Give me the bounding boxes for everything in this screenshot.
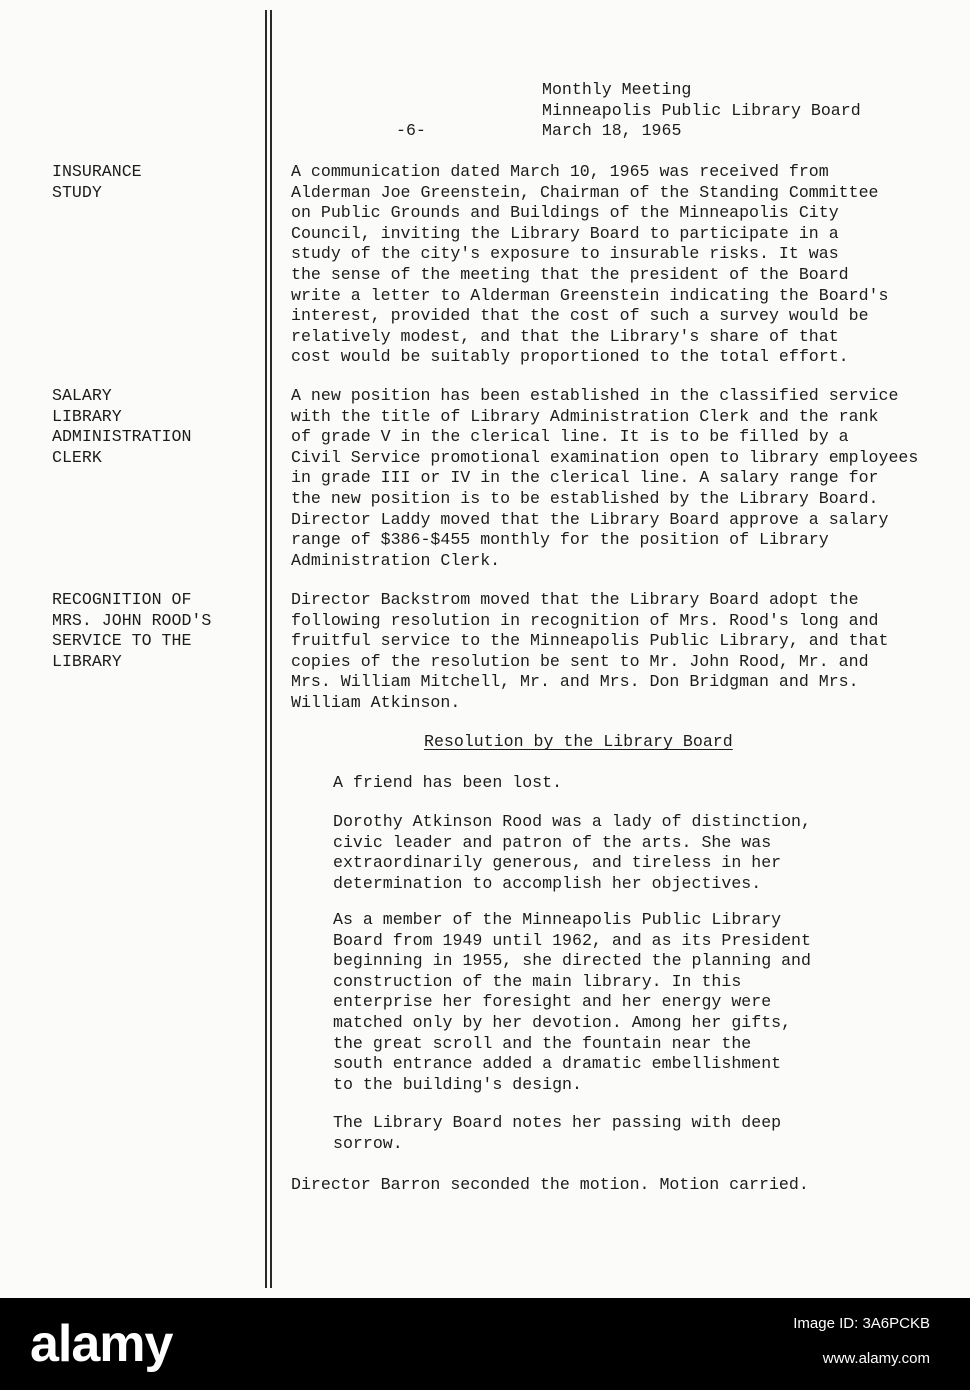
text-line: Council, inviting the Library Board to participate in a [291,223,839,243]
stock-footer-bar [0,1298,970,1390]
text-line: the sense of the meeting that the president of the Board [291,264,849,284]
paragraph-insurance [291,162,951,368]
text-line: following resolution in recognition of Mrs. Rood's long and [291,610,879,630]
brand-logo: alamy [30,1315,173,1373]
text-line: cost would be suitably proportioned to the total effort. [291,347,849,367]
page-number: -6- [396,121,426,140]
resolution-paragraph-4 [333,1113,933,1154]
text-line: fruitful service to the Minneapolis Public Library, and that [291,631,889,651]
text-line: of grade V in the clerical line. It is to be filled by a [291,427,849,447]
site-url: www.alamy.com [822,1350,930,1367]
text-line: Director Barron seconded the motion. Motion carried. [291,1175,809,1194]
margin-note-line: SALARY [52,386,112,405]
margin-note-line: INSURANCE [52,162,142,181]
text-line: the great scroll and the fountain near the [333,1033,752,1053]
text-line: to the building's design. [333,1074,582,1094]
text-line: with the title of Library Administration Clerk and the rank [291,406,879,426]
header-meeting: Monthly Meeting [542,80,692,99]
text-line: Director Backstrom moved that the Library Board adopt the [291,590,859,609]
margin-note-insurance [52,162,272,203]
margin-note-line: SERVICE TO THE [52,631,192,651]
text-line: A new position has been established in the classified service [291,386,899,405]
margin-note-line: MRS. JOHN ROOD'S [52,610,212,630]
resolution-paragraph-2 [333,812,933,894]
paragraph-salary [291,386,951,571]
text-line: copies of the resolution be sent to Mr. John Rood, Mr. and [291,651,869,671]
text-line: The Library Board notes her passing with deep [333,1113,782,1132]
closing-line [291,1175,951,1196]
resolution-heading: Resolution by the Library Board [424,732,733,751]
text-line: range of $386-$455 monthly for the position of Library [291,530,829,550]
text-line: civic leader and patron of the arts. She was [333,832,772,852]
text-line: As a member of the Minneapolis Public Library [333,910,782,929]
text-line: study of the city's exposure to insurable risks. It was [291,244,839,264]
text-line: interest, provided that the cost of such a survey would be [291,306,869,326]
text-line: relatively modest, and that the Library's share of that [291,326,839,346]
text-line: in grade III or IV in the clerical line. A salary range for [291,468,879,488]
text-line: sorrow. [333,1133,403,1153]
text-line: Alderman Joe Greenstein, Chairman of the Standing Committee [291,182,879,202]
resolution-paragraph-3 [333,910,933,1095]
text-line: Administration Clerk. [291,550,501,570]
margin-note-recognition [52,590,272,672]
margin-note-line: LIBRARY [52,651,122,671]
text-line: on Public Grounds and Buildings of the Minneapolis City [291,203,839,223]
text-line: Civil Service promotional examination open to library employees [291,447,919,467]
margin-note-line: STUDY [52,182,102,202]
margin-note-line: CLERK [52,447,102,467]
margin-note-line: LIBRARY [52,406,122,426]
text-line: Mrs. William Mitchell, Mr. and Mrs. Don Bridgman and Mrs. [291,672,859,692]
margin-note-line: RECOGNITION OF [52,590,192,609]
image-id: Image ID: 3A6PCKB [793,1315,930,1332]
margin-note-line: ADMINISTRATION [52,427,192,447]
text-line: determination to accomplish her objectives. [333,873,762,893]
text-line: William Atkinson. [291,692,461,712]
header-board: Minneapolis Public Library Board [542,100,861,120]
meeting-header [542,80,861,142]
margin-note-salary [52,386,272,468]
text-line: Director Laddy moved that the Library Board approve a salary [291,509,889,529]
text-line: south entrance added a dramatic embellishment [333,1054,782,1074]
text-line: Board from 1949 until 1962, and as its President [333,930,811,950]
text-line: write a letter to Alderman Greenstein indicating the Board's [291,285,889,305]
resolution-paragraph-1 [333,773,933,794]
text-line: extraordinarily generous, and tireless in her [333,853,782,873]
text-line: the new position is to be established by the Library Board. [291,488,879,508]
text-line: A friend has been lost. [333,773,563,792]
text-line: Dorothy Atkinson Rood was a lady of distinction, [333,812,811,831]
paragraph-recognition [291,590,951,714]
header-date: March 18, 1965 [542,121,682,141]
text-line: construction of the main library. In this [333,971,742,991]
text-line: beginning in 1955, she directed the planning and [333,951,811,971]
text-line: matched only by her devotion. Among her gifts, [333,1012,792,1032]
text-line: enterprise her foresight and her energy were [333,992,772,1012]
text-line: A communication dated March 10, 1965 was received from [291,162,829,181]
